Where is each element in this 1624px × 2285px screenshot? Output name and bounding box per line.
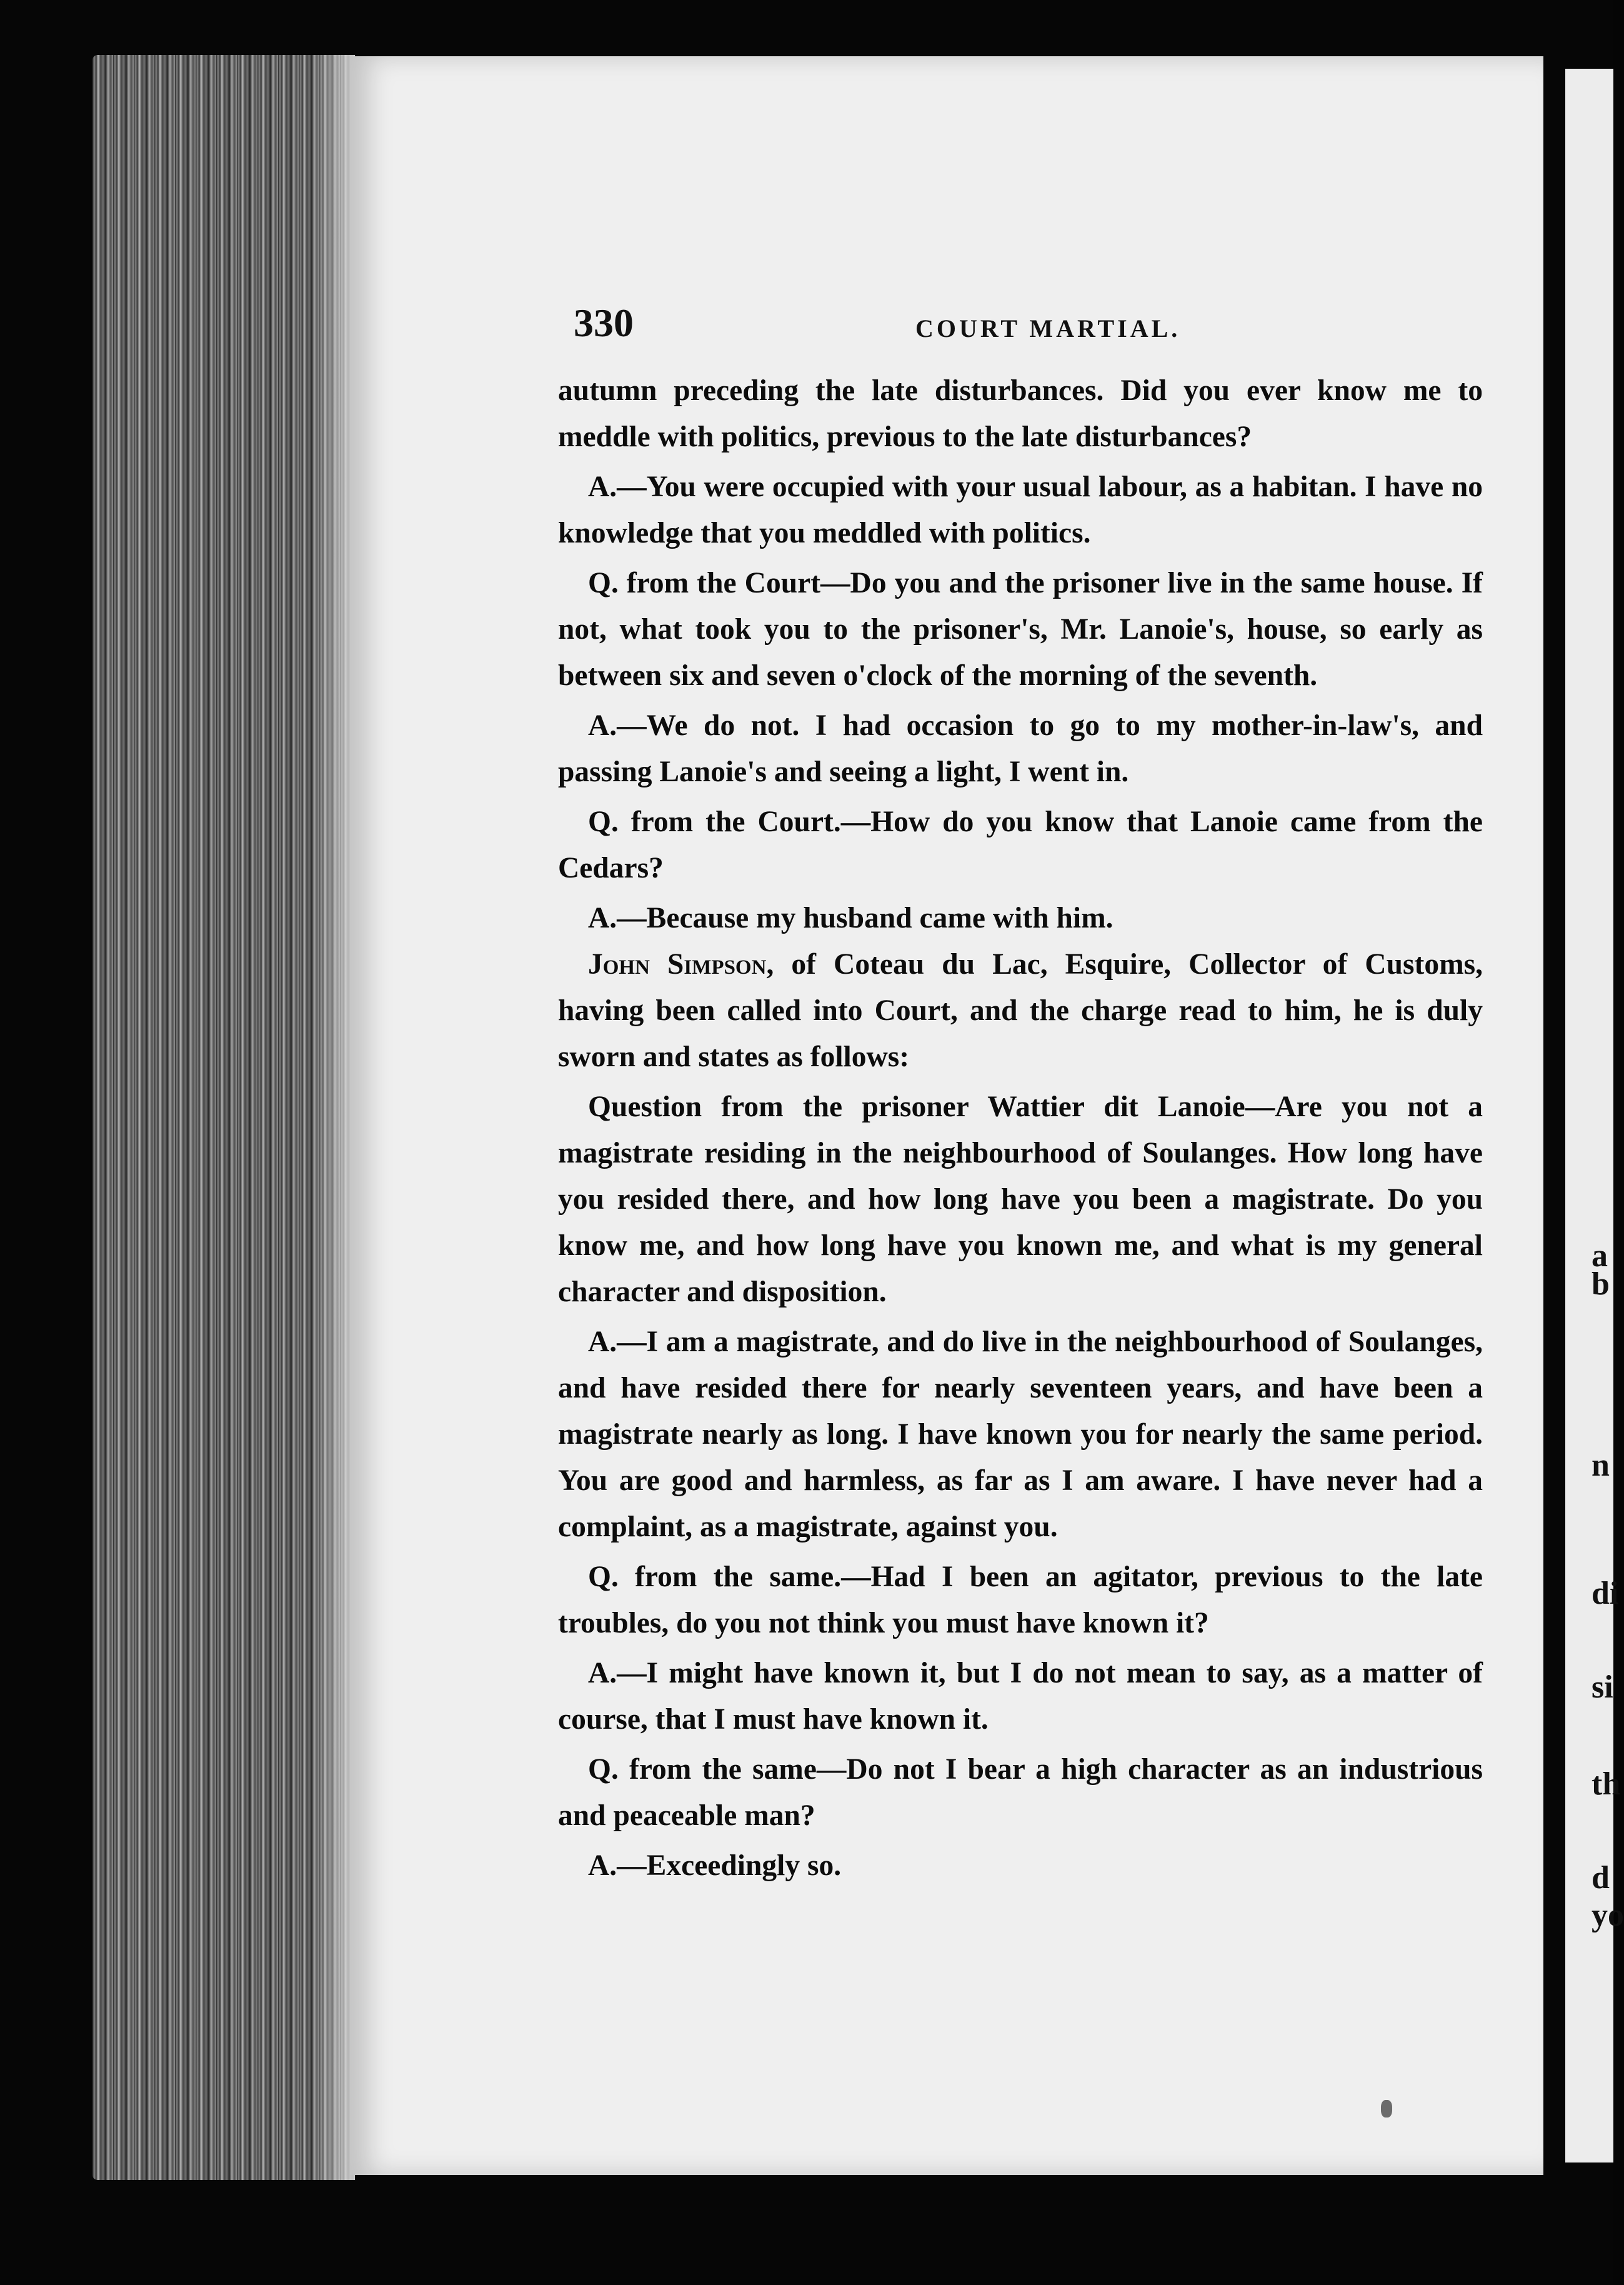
paragraph: Q. from the same—Do not I bear a high character as an industrious and peaceable man? <box>558 1753 1483 1832</box>
paragraph: A.—Because my husband came with him. <box>588 902 1113 934</box>
facing-page-fragment: d <box>1592 1860 1610 1896</box>
page-number: 330 <box>574 301 634 345</box>
witness-name: John Simpson <box>588 948 767 981</box>
book-page-edges <box>92 55 355 2180</box>
witness-intro: , of Coteau du Lac, Esquire, Collector of Customs, having been called into Court, and the charge read to him, he is duly sworn and states as follows: <box>558 948 1483 1073</box>
paragraph: Q. from the Court—Do you and the prisoner live in the same house. If not, what took you to the prisoner's, Mr. Lanoie's, house, so early as between six and seven o'clock of the morning of the seventh. <box>558 567 1483 692</box>
facing-page-fragment: b <box>1592 1266 1610 1302</box>
paragraph: autumn preceding the late disturbances. Did you ever know me to meddle with politics, previous to the late disturbances? <box>558 374 1483 453</box>
facing-page-fragment: a <box>1592 1238 1608 1274</box>
paragraph: A.—Exceedingly so. <box>588 1849 842 1882</box>
facing-page-fragment: n <box>1592 1448 1610 1483</box>
facing-page-fragment: di <box>1592 1576 1619 1611</box>
paragraph: A.—I might have known it, but I do not mean to say, as a matter of course, that I must have known it. <box>558 1657 1483 1736</box>
paragraph: A.—I am a magistrate, and do live in the neighbourhood of Soulanges, and have resided there for nearly seventeen years, and have been a magistrate nearly as long. I have known you for nearly the same period. You are good and harmless, as far as I am aware. I have never had a complaint, as a magistrate, against you. <box>558 1326 1483 1543</box>
paragraph: Q. from the same.—Had I been an agitator, previous to the late troubles, do you not think you must have known it? <box>558 1561 1483 1639</box>
paragraph: A.—You were occupied with your usual labour, as a habitan. I have no knowledge that you meddled with politics. <box>558 471 1483 549</box>
paragraph: Q. from the Court.—How do you know that Lanoie came from the Cedars? <box>558 806 1483 884</box>
running-title: COURT MARTIAL. <box>915 314 1181 342</box>
facing-page-fragment: th <box>1592 1766 1621 1802</box>
facing-page-fragment: si <box>1592 1669 1613 1705</box>
paragraph: Question from the prisoner Wattier dit Lanoie—Are you not a magistrate residing in the neighbourhood of Soulanges. How long have you resided there, and how long have you been a magistrate. Do you know me, and how long have you known me, and what is my general character and disposition. <box>558 1091 1483 1308</box>
facing-page-sliver <box>1565 69 1624 2162</box>
witness-paragraph <box>558 941 1483 1080</box>
running-head <box>0 300 1613 350</box>
body-text <box>558 368 1483 1889</box>
paragraph: A.—We do not. I had occasion to go to my mother-in-law's, and passing Lanoie's and seeing a light, I went in. <box>558 709 1483 788</box>
ink-speck <box>1381 2100 1392 2118</box>
facing-page-fragment: yo <box>1592 1898 1624 1933</box>
